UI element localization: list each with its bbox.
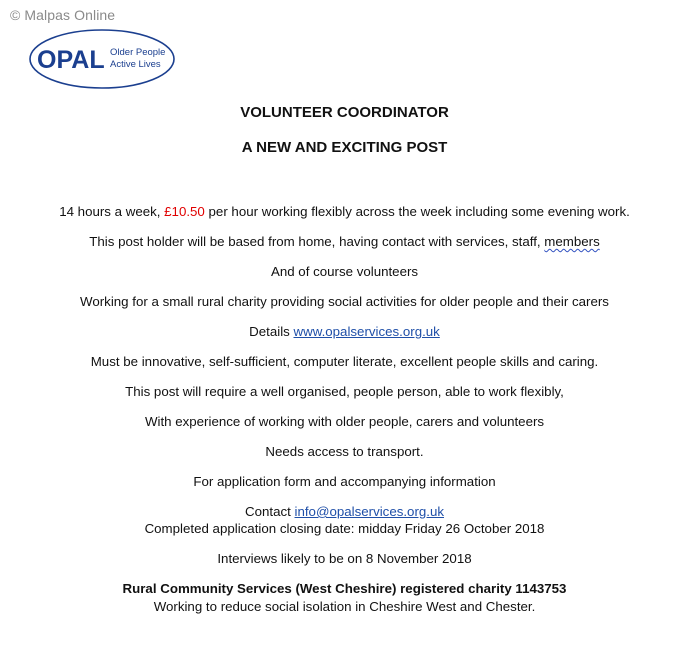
transport-line: Needs access to transport. — [265, 444, 424, 459]
hours-suffix: per hour working flexibly across the week including some evening work. — [204, 204, 630, 219]
mission-line: Working to reduce social isolation in Cheshire West and Chester. — [153, 599, 536, 614]
watermark: © Malpas Online — [10, 7, 116, 23]
details-label: Details — [249, 324, 294, 339]
charity-line: Working for a small rural charity providing social activities for older people and their carers — [80, 294, 609, 309]
members-word: members — [544, 234, 600, 249]
hourly-rate: £10.50 — [164, 204, 205, 219]
page-subtitle: A NEW AND EXCITING POST — [241, 139, 448, 156]
application-line: For application form and accompanying information — [193, 474, 496, 489]
hours-line — [0, 203, 689, 221]
volunteers-line: And of course volunteers — [270, 264, 419, 279]
skills-line: Must be innovative, self-sufficient, computer literate, excellent people skills and caring. — [90, 354, 599, 369]
logo-tagline-1: Older People — [110, 47, 166, 58]
website-link[interactable]: www.opalservices.org.uk — [293, 324, 440, 339]
closing-date-line: Completed application closing date: midday Friday 26 October 2018 — [144, 521, 545, 536]
organised-line: This post will require a well organised, people person, able to work flexibly, — [125, 384, 564, 399]
opal-logo — [27, 27, 177, 91]
charity-registration: Rural Community Services (West Cheshire) registered charity 1143753 — [122, 581, 567, 596]
contact-label: Contact — [244, 504, 295, 519]
home-line — [0, 233, 689, 251]
details-line — [0, 323, 689, 341]
contact-line — [0, 503, 689, 521]
hours-prefix: 14 hours a week, — [59, 204, 165, 219]
email-link[interactable]: info@opalservices.org.uk — [294, 504, 445, 519]
interviews-line: Interviews likely to be on 8 November 2018 — [217, 551, 472, 566]
home-prefix: This post holder will be based from home, having contact with services, staff, — [89, 234, 545, 249]
logo-wordmark: OPAL — [37, 46, 105, 74]
page-title: VOLUNTEER COORDINATOR — [240, 104, 449, 121]
logo-tagline-2: Active Lives — [110, 59, 161, 70]
experience-line: With experience of working with older people, carers and volunteers — [144, 414, 545, 429]
